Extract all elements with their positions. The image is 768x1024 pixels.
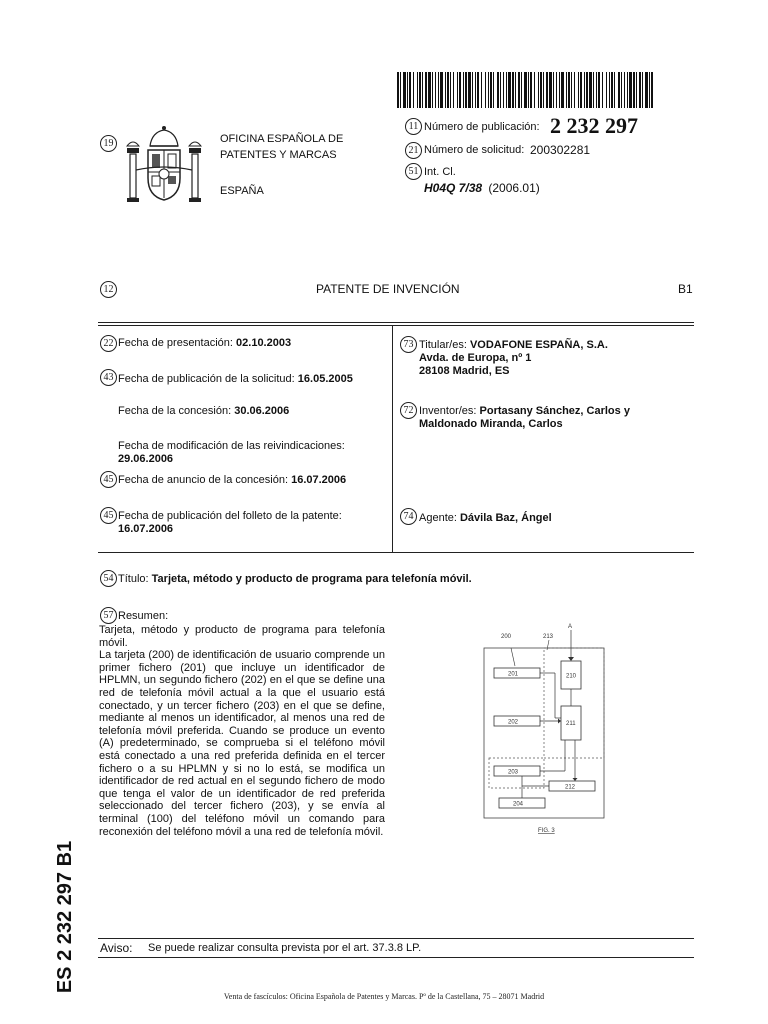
- barcode-bar: [488, 72, 489, 108]
- barcode-bar: [651, 72, 653, 108]
- barcode-bar: [524, 72, 527, 108]
- grant-date: [118, 405, 289, 417]
- side-publication-code: ES 2 232 297 B1: [54, 840, 76, 994]
- claims-modification-date-value: 29.06.2006: [118, 453, 174, 465]
- agent-name: Dávila Baz, Ángel: [459, 512, 552, 524]
- notice-bottom-rule: [98, 957, 694, 958]
- barcode-bar: [538, 72, 539, 108]
- barcode-bar: [403, 72, 406, 108]
- barcode-bar: [606, 72, 607, 108]
- figure-3-diagram: [475, 618, 625, 840]
- title-text: Tarjeta, método y producto de programa para telefonía móvil.: [151, 573, 472, 585]
- barcode-bar: [636, 72, 637, 108]
- barcode-bar: [574, 72, 575, 108]
- barcode-bar: [493, 72, 494, 108]
- barcode-bar: [463, 72, 464, 108]
- barcode-bar: [419, 72, 421, 108]
- application-number: 200302281: [530, 143, 591, 157]
- booklet-publication-date-value: 16.07.2006: [118, 523, 174, 535]
- barcode-bar: [561, 72, 564, 108]
- label-212: 212: [565, 784, 576, 791]
- barcode-bar: [568, 72, 570, 108]
- dashed-region: [544, 648, 604, 758]
- barcode-bar: [413, 72, 414, 108]
- barcode-bar: [407, 72, 408, 108]
- booklet-publication-date: [118, 510, 342, 536]
- booklet-publication-date-label: Fecha de publicación del folleto de la patente:: [118, 510, 342, 522]
- coat-of-arms-emblem: [122, 124, 206, 206]
- application-number-label: Número de solicitud:: [424, 144, 525, 156]
- inid-code-11: 11: [405, 118, 422, 135]
- barcode-bar: [546, 72, 548, 108]
- inid-code-74: 74: [400, 508, 417, 525]
- grant-notice-date-value: 16.07.2006: [291, 474, 347, 486]
- barcode-bar: [450, 72, 451, 108]
- barcode-bar: [609, 72, 610, 108]
- filing-date: [118, 337, 291, 349]
- barcode-bar: [580, 72, 582, 108]
- inid-code-21: 21: [405, 142, 422, 159]
- barcode-bar: [571, 72, 572, 108]
- grant-date-label: Fecha de la concesión:: [118, 405, 232, 417]
- barcode-bar: [549, 72, 552, 108]
- application-publication-date: [118, 373, 353, 385]
- inid-code-43: 43: [100, 369, 117, 386]
- document-kind-code: B1: [678, 282, 693, 296]
- barcode-bar: [645, 72, 648, 108]
- patent-title: [118, 573, 472, 585]
- claims-modification-date: [118, 440, 345, 466]
- barcode-bar: [422, 72, 423, 108]
- barcode-bar: [440, 72, 443, 108]
- barcode-bar: [428, 72, 431, 108]
- inid-code-22: 22: [100, 335, 117, 352]
- inid-code-19: 19: [100, 135, 117, 152]
- office-name-line2: PATENTES Y MARCAS: [220, 149, 337, 161]
- publication-number: 2 232 297: [550, 113, 638, 138]
- barcode-bar: [602, 72, 603, 108]
- label-200: 200: [501, 634, 512, 640]
- int-cl-version: (2006.01): [488, 181, 540, 195]
- holder-address-line1: Avda. de Europa, nº 1: [419, 352, 532, 364]
- inid-code-45-b: 45: [100, 507, 117, 524]
- filing-date-value: 02.10.2003: [236, 337, 292, 349]
- notice-label: Aviso:: [100, 941, 133, 955]
- barcode-bar: [586, 72, 588, 108]
- barcode-bar: [472, 72, 473, 108]
- office-name: [220, 131, 343, 163]
- barcode-bar: [611, 72, 613, 108]
- barcode-bar: [485, 72, 486, 108]
- barcode-bar: [508, 72, 511, 108]
- barcode-bar: [540, 72, 542, 108]
- barcode-bar: [432, 72, 433, 108]
- inid-code-54: 54: [100, 570, 117, 587]
- barcode-bar: [497, 72, 499, 108]
- int-cl-value: [424, 181, 540, 195]
- inid-code-12: 12: [100, 281, 117, 298]
- label-211: 211: [566, 721, 576, 727]
- barcode-bar: [566, 72, 567, 108]
- barcode-bar: [528, 72, 529, 108]
- barcode-bar: [445, 72, 446, 108]
- barcode-bar: [530, 72, 532, 108]
- barcode-bar: [481, 72, 482, 108]
- barcode-bar: [409, 72, 411, 108]
- barcode-bar: [556, 72, 557, 108]
- barcode-bar: [515, 72, 516, 108]
- int-cl-label: Int. Cl.: [424, 166, 456, 178]
- inid-code-73: 73: [400, 336, 417, 353]
- label-A: A: [568, 624, 573, 630]
- barcode-bar: [457, 72, 458, 108]
- abstract-body-paragraph: La tarjeta (200) de identificación de usuario comprende un primer fichero (201) que incluye un identificador de HPLMN, un segundo fichero (202) en el que se define una red de telefonía móvil actual a la que el usuario está conectado, y un tercer fichero (203) en el que se define, mediante al menos un identificador, al menos una red de telefonía móvil preferida. Cuando se produce un evento (A) predeterminado, se comprueba si el teléfono móvil está conectado a una red preferida definida en el tercer fichero o a su HPLMN y si no lo está, se modifica un identificador de red actual en el segundo fichero de modo que tenga el valor de un identificador de red preferida seleccionado del tercer fichero (203), y se envía al terminal (100) del teléfono móvil un comando para reconexión del teléfono móvil a una red de telefonía móvil.: [99, 649, 385, 838]
- table-top-rule: [98, 322, 694, 323]
- barcode-bar: [500, 72, 501, 108]
- inventor-line1: Portasany Sánchez, Carlos y: [479, 405, 630, 417]
- barcode-bar: [624, 72, 625, 108]
- barcode-bar: [521, 72, 522, 108]
- grant-notice-date-label: Fecha de anuncio de la concesión:: [118, 474, 289, 486]
- barcode-bar: [438, 72, 439, 108]
- barcode-bar: [518, 72, 520, 108]
- barcode-bar: [490, 72, 492, 108]
- barcode-bar: [453, 72, 454, 108]
- patent-holder: [419, 339, 608, 378]
- card-outline: [484, 648, 604, 818]
- abstract-text: [99, 624, 385, 838]
- office-name-line1: OFICINA ESPAÑOLA DE: [220, 133, 344, 145]
- barcode-bar: [559, 72, 560, 108]
- abstract-title-paragraph: Tarjeta, método y producto de programa para telefonía móvil.: [99, 624, 385, 649]
- label-202: 202: [508, 719, 519, 726]
- label-203: 203: [508, 769, 519, 776]
- barcode-bar: [468, 72, 471, 108]
- barcode-bar: [503, 72, 504, 108]
- barcode-bar: [642, 72, 643, 108]
- notice-top-rule: [98, 938, 694, 939]
- barcode-bar: [400, 72, 401, 108]
- label-210: 210: [566, 673, 577, 680]
- footer-sales-info: Venta de fascículos: Oficina Española de Patentes y Marcas. Pº de la Castellana, 75 – 28071 Madrid: [223, 992, 545, 1001]
- notice-text: Se puede realizar consulta prevista por el art. 37.3.8 LP.: [148, 942, 422, 954]
- inventor-label: Inventor/es:: [419, 405, 477, 417]
- barcode-bar: [593, 72, 594, 108]
- barcode-bar: [584, 72, 585, 108]
- barcode-bar: [629, 72, 632, 108]
- barcode-bar: [627, 72, 628, 108]
- barcode-bar: [417, 72, 418, 108]
- barcode-bar: [621, 72, 622, 108]
- barcode-bar: [596, 72, 597, 108]
- grant-date-value: 30.06.2006: [234, 405, 290, 417]
- table-top-rule-inner: [98, 325, 694, 326]
- application-publication-date-label: Fecha de publicación de la solicitud:: [118, 373, 295, 385]
- holder-address-line2: 28108 Madrid, ES: [419, 365, 510, 377]
- inid-code-51: 51: [405, 163, 422, 180]
- barcode-bar: [435, 72, 436, 108]
- holder-label: Titular/es:: [419, 339, 467, 351]
- barcode-bar: [459, 72, 461, 108]
- barcode-bar: [553, 72, 554, 108]
- barcode-bar: [447, 72, 449, 108]
- barcode-bar: [639, 72, 641, 108]
- application-publication-date-value: 16.05.2005: [297, 373, 353, 385]
- barcode-bar: [543, 72, 544, 108]
- barcode-bar: [425, 72, 427, 108]
- inid-code-57: 57: [100, 607, 117, 624]
- inventor-line2: Maldonado Miranda, Carlos: [419, 418, 563, 430]
- filing-date-label: Fecha de presentación:: [118, 337, 233, 349]
- barcode-bar: [618, 72, 620, 108]
- barcode: [397, 72, 655, 108]
- agent-label: Agente:: [419, 512, 457, 524]
- inventors: [419, 405, 630, 431]
- country-name: ESPAÑA: [220, 185, 264, 197]
- grant-notice-date: [118, 474, 346, 486]
- barcode-bar: [578, 72, 579, 108]
- barcode-bar: [506, 72, 507, 108]
- barcode-bar: [465, 72, 467, 108]
- label-213: 213: [543, 634, 554, 640]
- document-type-title: PATENTE DE INVENCIÓN: [316, 282, 460, 296]
- claims-modification-date-label: Fecha de modificación de las reivindicaciones:: [118, 440, 345, 452]
- abstract-label: Resumen:: [118, 610, 169, 622]
- table-bottom-rule: [98, 552, 694, 553]
- int-cl-code: H04Q 7/38: [424, 181, 483, 195]
- inid-code-72: 72: [400, 402, 417, 419]
- barcode-bar: [397, 72, 399, 108]
- barcode-bar: [589, 72, 592, 108]
- barcode-bar: [477, 72, 479, 108]
- table-column-divider: [392, 325, 393, 552]
- agent: [419, 512, 552, 524]
- inid-code-45-a: 45: [100, 471, 117, 488]
- figure-caption: FIG. 3: [538, 828, 555, 834]
- label-201: 201: [508, 671, 519, 678]
- holder-name: VODAFONE ESPAÑA, S.A.: [469, 339, 608, 351]
- barcode-bar: [598, 72, 600, 108]
- barcode-bar: [512, 72, 514, 108]
- title-label: Título:: [118, 573, 149, 585]
- barcode-bar: [534, 72, 535, 108]
- barcode-bar: [633, 72, 635, 108]
- publication-number-label: Número de publicación:: [424, 121, 540, 133]
- label-204: 204: [513, 801, 524, 808]
- barcode-bar: [475, 72, 476, 108]
- barcode-bar: [649, 72, 650, 108]
- barcode-bar: [614, 72, 615, 108]
